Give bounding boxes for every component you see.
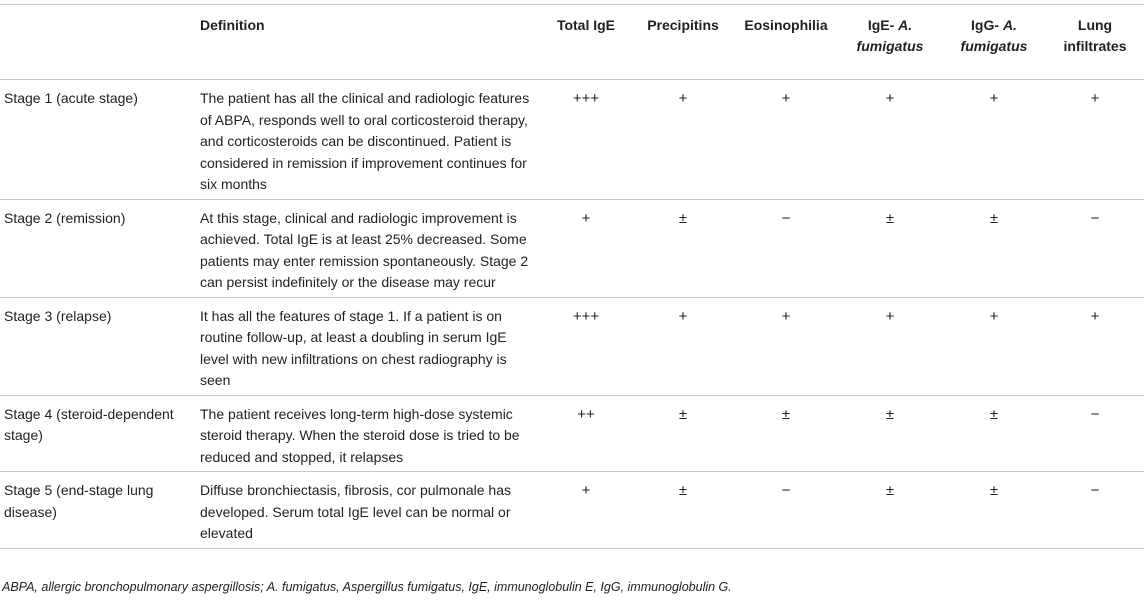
lung-infiltrates-cell: − xyxy=(1090,405,1100,423)
header-precipitins: Precipitins xyxy=(647,17,719,33)
igg-af-cell: ± xyxy=(989,482,999,499)
lung-infiltrates-cell: + xyxy=(1090,307,1100,325)
abpa-stages-table xyxy=(0,4,1144,549)
precipitins-cell: + xyxy=(678,90,688,107)
table-row xyxy=(0,80,1144,200)
header-ige-species: A. fumigatus xyxy=(856,17,924,54)
lung-infiltrates-cell: + xyxy=(1090,90,1100,107)
ige-af-cell: + xyxy=(885,90,895,107)
ige-af-cell: ± xyxy=(885,482,895,499)
total-ige-cell: ++ xyxy=(577,405,595,423)
table-row xyxy=(0,395,1144,472)
header-ige-prefix: IgE- xyxy=(867,17,899,33)
total-ige-cell: + xyxy=(581,209,591,227)
table-row xyxy=(0,472,1144,549)
header-eosinophilia: Eosinophilia xyxy=(744,17,828,33)
table-row xyxy=(0,297,1144,395)
definition-cell: The patient receives long-term high-dose systemic steroid therapy. When the steroid dose is tried to be reduced and stopped, it relapses xyxy=(200,405,520,465)
igg-af-cell: ± xyxy=(989,209,999,227)
precipitins-cell: ± xyxy=(678,482,688,499)
stage-cell: Stage 3 (relapse) xyxy=(4,307,112,324)
igg-af-cell: ± xyxy=(989,405,999,423)
stage-cell: Stage 2 (remission) xyxy=(4,209,126,226)
table-body xyxy=(0,80,1144,549)
definition-cell: The patient has all the clinical and radiologic features of ABPA, responds well to oral corticosteroid therapy, and corticosteroids can be discontinued. Patient is considered in remission if improvement continues for six months xyxy=(200,90,530,192)
stage-cell: Stage 5 (end-stage lung disease) xyxy=(4,482,154,520)
header-igg-prefix: IgG- xyxy=(971,17,1003,33)
ige-af-cell: ± xyxy=(885,405,895,423)
igg-af-cell: + xyxy=(989,307,999,325)
table-footnote: ABPA, allergic bronchopulmonary aspergillosis; A. fumigatus, Aspergillus fumigatus, IgE, immunoglobulin E, IgG, immunoglobulin G. xyxy=(2,580,732,594)
total-ige-cell: + xyxy=(581,482,591,499)
total-ige-cell: +++ xyxy=(572,90,600,107)
ige-af-cell: ± xyxy=(885,209,895,227)
stage-cell: Stage 1 (acute stage) xyxy=(4,90,138,106)
header-total-ige: Total IgE xyxy=(556,17,616,33)
definition-cell: At this stage, clinical and radiologic improvement is achieved. Total IgE is at least 25% decreased. Some patients may enter remission spontaneously. Stage 2 can persist indefinitely or the disease may recur xyxy=(200,209,529,290)
ige-af-cell: + xyxy=(885,307,895,325)
table-header xyxy=(0,5,1144,80)
lung-infiltrates-cell: − xyxy=(1090,209,1100,227)
lung-infiltrates-cell: − xyxy=(1090,482,1100,499)
header-row xyxy=(0,5,1144,80)
precipitins-cell: + xyxy=(678,307,688,325)
total-ige-cell: +++ xyxy=(572,307,600,325)
eosinophilia-cell: + xyxy=(781,307,791,325)
table-row xyxy=(0,199,1144,297)
header-igg-a-fumigatus xyxy=(942,5,1046,80)
stage-cell: Stage 4 (steroid-dependent stage) xyxy=(4,405,174,443)
igg-af-cell: + xyxy=(989,90,999,107)
definition-cell: Diffuse bronchiectasis, fibrosis, cor pulmonale has developed. Serum total IgE level can be normal or elevated xyxy=(200,482,512,541)
header-definition: Definition xyxy=(200,17,265,33)
definition-cell: It has all the features of stage 1. If a patient is on routine follow-up, at least a doubling in serum IgE level with new infiltrations on chest radiography is seen xyxy=(200,307,507,388)
header-lung-infiltrates: Lung infiltrates xyxy=(1063,17,1127,54)
eosinophilia-cell: + xyxy=(781,90,791,107)
eosinophilia-cell: − xyxy=(781,482,791,499)
eosinophilia-cell: − xyxy=(781,209,791,227)
eosinophilia-cell: ± xyxy=(781,405,791,423)
precipitins-cell: ± xyxy=(678,209,688,227)
header-stage xyxy=(0,5,196,80)
precipitins-cell: ± xyxy=(678,405,688,423)
header-igg-species: A. fumigatus xyxy=(960,17,1028,54)
header-ige-a-fumigatus xyxy=(838,5,942,80)
